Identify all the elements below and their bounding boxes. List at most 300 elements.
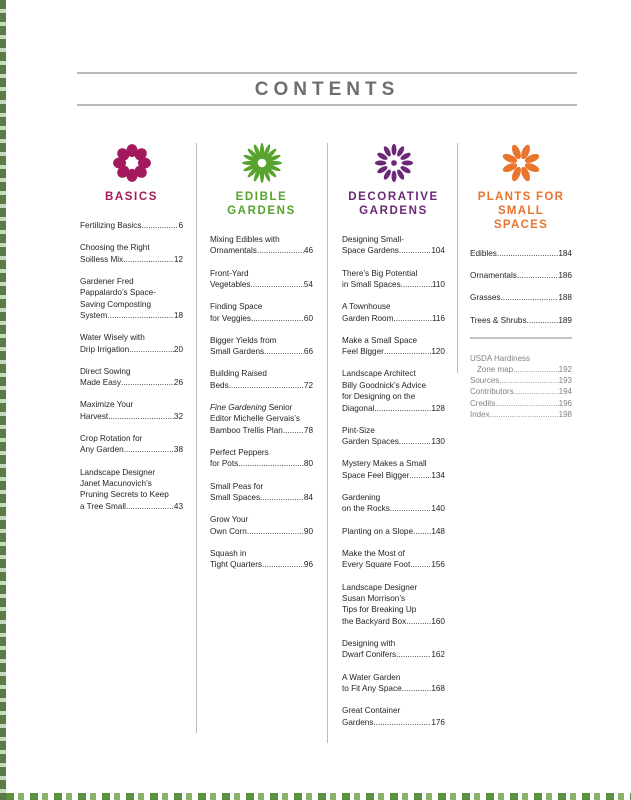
- toc-entry: [342, 638, 445, 661]
- entry-title: Crop Rotation for: [80, 434, 143, 444]
- toc-entry-line: [80, 242, 183, 253]
- toc-entry: [210, 481, 313, 504]
- toc-entry: [342, 492, 445, 515]
- toc-entry-line: [210, 346, 313, 357]
- page-number: 140: [431, 504, 445, 514]
- toc-entry: [80, 332, 183, 355]
- toc-entry: [210, 234, 313, 257]
- entry-title: to Fit Any Space: [342, 683, 402, 693]
- entry-title: Zone map: [477, 365, 514, 375]
- toc-entry-line: [470, 270, 572, 281]
- toc-entry: [470, 375, 572, 386]
- dot-leader: [399, 436, 431, 447]
- toc-entry: [342, 526, 445, 537]
- entry-title: Make a Small Space: [342, 335, 418, 345]
- entry-title: Gardening: [342, 493, 381, 503]
- toc-list: [210, 234, 313, 571]
- toc-entry-line: [342, 616, 445, 627]
- entry-title: in Small Spaces: [342, 280, 401, 290]
- toc-entry-line: [342, 234, 445, 245]
- entry-title: Fine Gardening Senior: [210, 403, 293, 413]
- entry-title: Feel Bigger: [342, 347, 384, 357]
- toc-entry: [470, 292, 572, 303]
- toc-entry-line: [80, 444, 183, 455]
- toc-entry-line: [80, 399, 183, 410]
- petal-shape: [391, 144, 396, 155]
- entry-title: Tight Quarters: [210, 560, 263, 570]
- entry-title: Trees & Shrubs: [470, 315, 527, 325]
- entry-title: Pappalardo’s Space-: [80, 288, 156, 298]
- toc-entry-line: [210, 559, 313, 570]
- toc-entry-line: [342, 526, 445, 537]
- dot-leader: [490, 409, 559, 420]
- dot-leader: [396, 649, 431, 660]
- dot-leader: [124, 444, 174, 455]
- toc-entry: [210, 514, 313, 537]
- entry-title: Squash in: [210, 548, 247, 558]
- section-heading-line: SMALL SPACES: [493, 205, 549, 231]
- entry-title: Grow Your: [210, 515, 249, 525]
- toc-entry-line: [342, 391, 445, 402]
- column-divider: [196, 143, 197, 733]
- entry-title: Vegetables: [210, 280, 251, 290]
- toc-entry-line: [342, 301, 445, 312]
- toc-entry-line: [342, 279, 445, 290]
- dot-leader: [500, 292, 558, 303]
- section-heading-plants-for-small-spaces: [470, 190, 572, 232]
- dot-leader: [262, 559, 304, 570]
- section-heading-line: GARDENS: [227, 205, 296, 217]
- dot-leader: [229, 380, 304, 391]
- flower-icon: [111, 142, 153, 184]
- page-number: 110: [431, 280, 445, 290]
- entry-title: Small Gardens: [210, 347, 265, 357]
- bottom-edge-border: [6, 793, 631, 800]
- page-number: 46: [303, 246, 313, 256]
- section-heading-decorative-gardens: [342, 190, 445, 218]
- toc-entry: [470, 386, 572, 397]
- toc-entry: [470, 315, 572, 326]
- entry-title: Mystery Makes a Small: [342, 459, 427, 469]
- entry-title: Maximize Your: [80, 400, 134, 410]
- page-number: 80: [303, 459, 313, 469]
- toc-entry-line: [470, 398, 572, 409]
- entry-title: Small Spaces: [210, 493, 261, 503]
- entry-title: Credits: [470, 398, 496, 408]
- entry-title: for Designing on the: [342, 392, 416, 402]
- toc-entry: [470, 248, 572, 259]
- page-number: 188: [558, 293, 572, 303]
- entry-title: Susan Morrison’s: [342, 593, 406, 603]
- toc-entry-line: [210, 335, 313, 346]
- entry-title: on the Rocks: [342, 504, 390, 514]
- dot-leader: [399, 245, 431, 256]
- entry-title: Own Corn: [210, 526, 247, 536]
- page-number: 78: [303, 425, 313, 435]
- toc-entry: [80, 242, 183, 265]
- toc-entry-line: [342, 672, 445, 683]
- toc-entry-line: [470, 386, 572, 397]
- page-number: 32: [173, 411, 183, 421]
- dot-leader: [247, 526, 304, 537]
- toc-list: [80, 220, 183, 512]
- toc-entry: [210, 268, 313, 291]
- toc-entry-line: [470, 409, 572, 420]
- toc-entry-line: [342, 403, 445, 414]
- section-heading-line: BASICS: [104, 191, 159, 203]
- toc-entry-line: [342, 593, 445, 604]
- toc-entry-line: [342, 380, 445, 391]
- entry-title: Small Peas for: [210, 481, 264, 491]
- page-number: 116: [431, 313, 445, 323]
- toc-entry: [210, 402, 313, 436]
- entry-title: for Veggies: [210, 313, 251, 323]
- toc-entry: [342, 582, 445, 628]
- page-number: 90: [303, 526, 313, 536]
- entry-title: Editor Michelle Gervais’s: [210, 414, 300, 424]
- page-number: 6: [178, 221, 183, 230]
- entry-title: Landscape Designer: [80, 467, 156, 477]
- toc-entry: [470, 270, 572, 281]
- dot-leader: [373, 717, 431, 728]
- section-heading-line: DECORATIVE: [348, 191, 439, 203]
- toc-entry-line: [342, 425, 445, 436]
- dot-leader: [260, 492, 304, 503]
- toc-entry: [80, 366, 183, 389]
- toc-entry-line: [80, 254, 183, 265]
- toc-entry: [342, 548, 445, 571]
- section-heading-basics: [80, 190, 183, 204]
- toc-entry-line: [210, 402, 313, 413]
- dot-leader: [409, 470, 431, 481]
- dot-leader: [513, 364, 559, 375]
- page-number: 20: [173, 344, 183, 354]
- toc-entry-line: [80, 366, 183, 377]
- entry-title: Designing with: [342, 638, 396, 648]
- entry-title: Any Garden: [80, 445, 124, 455]
- toc-entry-line: [80, 344, 183, 355]
- toc-entry-line: [210, 234, 313, 245]
- entry-title: Contributors: [470, 387, 514, 397]
- entry-title: Great Container: [342, 706, 401, 716]
- entry-title: Direct Sowing: [80, 366, 131, 376]
- toc-entry-line: [210, 425, 313, 436]
- dot-leader: [374, 403, 431, 414]
- dot-leader: [283, 425, 304, 436]
- toc-entry: [210, 368, 313, 391]
- toc-entry: [342, 705, 445, 728]
- toc-entry: [210, 335, 313, 358]
- entry-title: Garden Spaces: [342, 437, 399, 447]
- toc-entry-line: [470, 315, 572, 326]
- section-heading-line: GARDENS: [359, 205, 428, 217]
- entry-title: Diagonal: [342, 403, 375, 413]
- toc-list: [470, 248, 572, 326]
- toc-entry-line: [342, 503, 445, 514]
- toc-entry-line: [80, 501, 183, 512]
- page-number: 160: [431, 616, 445, 626]
- entry-title: Water Wisely with: [80, 333, 145, 343]
- petal-shape: [374, 161, 385, 166]
- toc-entry-line: [210, 380, 313, 391]
- entry-title: Ornamentals: [470, 271, 517, 281]
- toc-entry: [80, 467, 183, 513]
- entry-title: Designing Small-: [342, 235, 404, 244]
- toc-entry: [342, 268, 445, 291]
- page-number: 120: [431, 347, 445, 357]
- entry-title: Landscape Architect: [342, 369, 416, 379]
- section-heading-edible-gardens: [210, 190, 313, 218]
- entry-title: Pruning Secrets to Keep: [80, 490, 169, 500]
- toc-entry-line: [210, 526, 313, 537]
- page-number: 54: [303, 280, 313, 290]
- entry-title: Make the Most of: [342, 548, 405, 558]
- toc-entry: [342, 335, 445, 358]
- entry-title: Dwarf Conifers: [342, 650, 397, 660]
- sunflower-icon: [373, 142, 415, 184]
- entry-title: the Backyard Box: [342, 616, 407, 626]
- toc-entry-line: [342, 335, 445, 346]
- dot-leader: [401, 279, 432, 290]
- entry-title: A Townhouse: [342, 302, 391, 312]
- dot-leader: [251, 313, 304, 324]
- back-matter-list: [470, 353, 572, 420]
- entry-title: Perfect Peppers: [210, 448, 269, 458]
- page-number: 189: [558, 315, 572, 325]
- entry-title: Tips for Breaking Up: [342, 605, 417, 615]
- toc-entry-line: [342, 458, 445, 469]
- entry-title: Mixing Edibles with: [210, 235, 280, 244]
- dot-leader: [406, 616, 431, 627]
- toc-entry-line: [342, 717, 445, 728]
- dot-leader: [402, 683, 432, 694]
- toc-entry-line: [342, 492, 445, 503]
- toc-entry: [470, 353, 572, 375]
- toc-entry: [80, 433, 183, 456]
- page-number: 96: [303, 560, 313, 570]
- toc-entry: [210, 301, 313, 324]
- dot-leader: [514, 386, 559, 397]
- entry-title: A Water Garden: [342, 672, 401, 682]
- toc-entry-line: [342, 346, 445, 357]
- daisy-icon: [500, 142, 542, 184]
- page-number: 186: [558, 271, 572, 281]
- section-heading-line: PLANTS FOR: [477, 191, 565, 203]
- toc-entry: [210, 447, 313, 470]
- dot-leader: [141, 220, 178, 231]
- toc-entry-line: [80, 332, 183, 343]
- entry-title: Fertilizing Basics: [80, 221, 142, 230]
- page-number: 156: [431, 560, 445, 570]
- toc-entry-line: [470, 364, 572, 375]
- toc-entry-line: [210, 245, 313, 256]
- dot-leader: [126, 501, 174, 512]
- toc-entry-line: [80, 433, 183, 444]
- page-number: 198: [558, 409, 572, 419]
- entry-title: Beds: [210, 380, 229, 390]
- toc-entry-line: [80, 287, 183, 298]
- toc-entry-line: [342, 582, 445, 593]
- dot-leader: [517, 270, 558, 281]
- entry-title: Soilless Mix: [80, 254, 124, 264]
- toc-entry-line: [80, 489, 183, 500]
- dot-leader: [108, 411, 174, 422]
- page-number: 196: [558, 398, 572, 408]
- entry-title: Space Gardens: [342, 246, 399, 256]
- dot-leader: [129, 344, 174, 355]
- page-number: 18: [173, 311, 183, 321]
- toc-entry-line: [342, 548, 445, 559]
- toc-entry: [80, 399, 183, 422]
- toc-entry-line: [342, 368, 445, 379]
- toc-entry: [80, 220, 183, 231]
- section-heading-line: EDIBLE: [235, 191, 288, 203]
- entry-title: Building Raised: [210, 369, 267, 379]
- petal-shape: [401, 161, 412, 166]
- toc-entry-line: [80, 310, 183, 321]
- toc-list: [342, 234, 445, 728]
- dot-leader: [384, 346, 431, 357]
- entry-title: Bigger Yields from: [210, 335, 277, 345]
- entry-title: Space Feel Bigger: [342, 470, 410, 480]
- page-number: 66: [303, 347, 313, 357]
- title-rule: [77, 104, 577, 106]
- page-number: 184: [558, 249, 572, 258]
- toc-column-basics: [80, 142, 183, 523]
- page-number: 148: [431, 526, 445, 536]
- dot-leader: [527, 315, 559, 326]
- entry-title: Ornamentals: [210, 246, 257, 256]
- dot-leader: [238, 458, 304, 469]
- entry-title: Grasses: [470, 293, 501, 303]
- toc-entry-line: [210, 481, 313, 492]
- toc-entry: [342, 301, 445, 324]
- page-title: CONTENTS: [254, 79, 400, 100]
- toc-entry-line: [210, 492, 313, 503]
- dot-leader: [390, 503, 432, 514]
- toc-entry-line: [80, 377, 183, 388]
- page-number: 104: [431, 246, 445, 256]
- toc-entry-line: [342, 683, 445, 694]
- page-number: 192: [558, 365, 572, 375]
- entry-title: Saving Composting: [80, 299, 151, 309]
- entry-title: USDA Hardiness: [470, 353, 531, 363]
- entry-title: Pint-Size: [342, 425, 375, 435]
- toc-entry-line: [342, 313, 445, 324]
- toc-entry-line: [470, 292, 572, 303]
- toc-column-plants-for-small-spaces: [470, 142, 572, 420]
- page-number: 176: [431, 717, 445, 727]
- entry-title: Gardens: [342, 717, 374, 727]
- toc-entry-line: [470, 353, 572, 364]
- toc-entry-line: [342, 649, 445, 660]
- toc-entry-line: [80, 299, 183, 310]
- page-number: 12: [173, 254, 183, 264]
- page-number: 194: [558, 387, 572, 397]
- entry-title: Choosing the Right: [80, 243, 150, 253]
- toc-entry: [470, 398, 572, 409]
- dot-leader: [257, 245, 304, 256]
- toc-entry-line: [210, 368, 313, 379]
- toc-entry-line: [210, 548, 313, 559]
- entry-title: System: [80, 311, 108, 321]
- entry-title: a Tree Small: [80, 501, 126, 511]
- entry-title: Harvest: [80, 411, 109, 421]
- toc-entry: [210, 548, 313, 571]
- dot-leader: [251, 279, 304, 290]
- column-divider: [327, 143, 328, 743]
- dot-leader: [499, 375, 558, 386]
- dot-leader: [410, 559, 431, 570]
- toc-entry-line: [210, 458, 313, 469]
- dot-leader: [393, 313, 432, 324]
- page-number: 162: [431, 650, 445, 660]
- toc-entry-line: [80, 411, 183, 422]
- entry-title: Planting on a Slope: [342, 526, 414, 536]
- toc-entry-line: [342, 638, 445, 649]
- toc-entry: [342, 368, 445, 414]
- toc-entry-line: [470, 248, 572, 259]
- dot-leader: [264, 346, 304, 357]
- toc-column-edible-gardens: [210, 142, 313, 582]
- entry-title: Finding Space: [210, 302, 263, 312]
- column-divider: [457, 143, 458, 373]
- entry-title: Index: [470, 409, 490, 419]
- toc-entry: [80, 276, 183, 322]
- toc-entry-line: [342, 604, 445, 615]
- section-divider: [470, 337, 572, 339]
- toc-entry-line: [342, 470, 445, 481]
- petal-shape: [391, 171, 396, 182]
- toc-entry: [342, 458, 445, 481]
- entry-title: Front-Yard: [210, 268, 249, 278]
- page-number: 60: [303, 313, 313, 323]
- left-edge-border: [0, 0, 6, 800]
- toc-entry-line: [210, 279, 313, 290]
- top-rule: [77, 72, 577, 74]
- dot-leader: [121, 377, 174, 388]
- toc-entry-line: [342, 559, 445, 570]
- page-number: 43: [173, 501, 183, 511]
- dot-leader: [495, 398, 558, 409]
- entry-title: Gardener Fred: [80, 276, 134, 286]
- toc-entry: [342, 234, 445, 257]
- toc-entry: [342, 672, 445, 695]
- entry-title: Garden Room: [342, 313, 394, 323]
- entry-title: Drip Irrigation: [80, 344, 130, 354]
- page-number: 38: [173, 445, 183, 455]
- toc-entry-line: [342, 705, 445, 716]
- toc-entry-line: [80, 467, 183, 478]
- entry-title: Edibles: [470, 249, 497, 258]
- toc-entry-line: [470, 375, 572, 386]
- entry-title: for Pots: [210, 459, 239, 469]
- entry-title: Bamboo Trellis Plan: [210, 425, 283, 435]
- page-number: 168: [431, 683, 445, 693]
- toc-entry-line: [210, 413, 313, 424]
- toc-entry-line: [342, 245, 445, 256]
- toc-entry-line: [210, 514, 313, 525]
- entry-title: Sources: [470, 376, 500, 386]
- dot-leader: [413, 526, 431, 537]
- entry-title: Made Easy: [80, 378, 121, 388]
- entry-title: Janet Macunovich’s: [80, 479, 152, 489]
- page-number: 130: [431, 437, 445, 447]
- entry-title: Every Square Foot: [342, 560, 411, 570]
- toc-entry-line: [342, 268, 445, 279]
- publication-name: Fine Gardening: [210, 403, 267, 413]
- toc-entry-line: [80, 276, 183, 287]
